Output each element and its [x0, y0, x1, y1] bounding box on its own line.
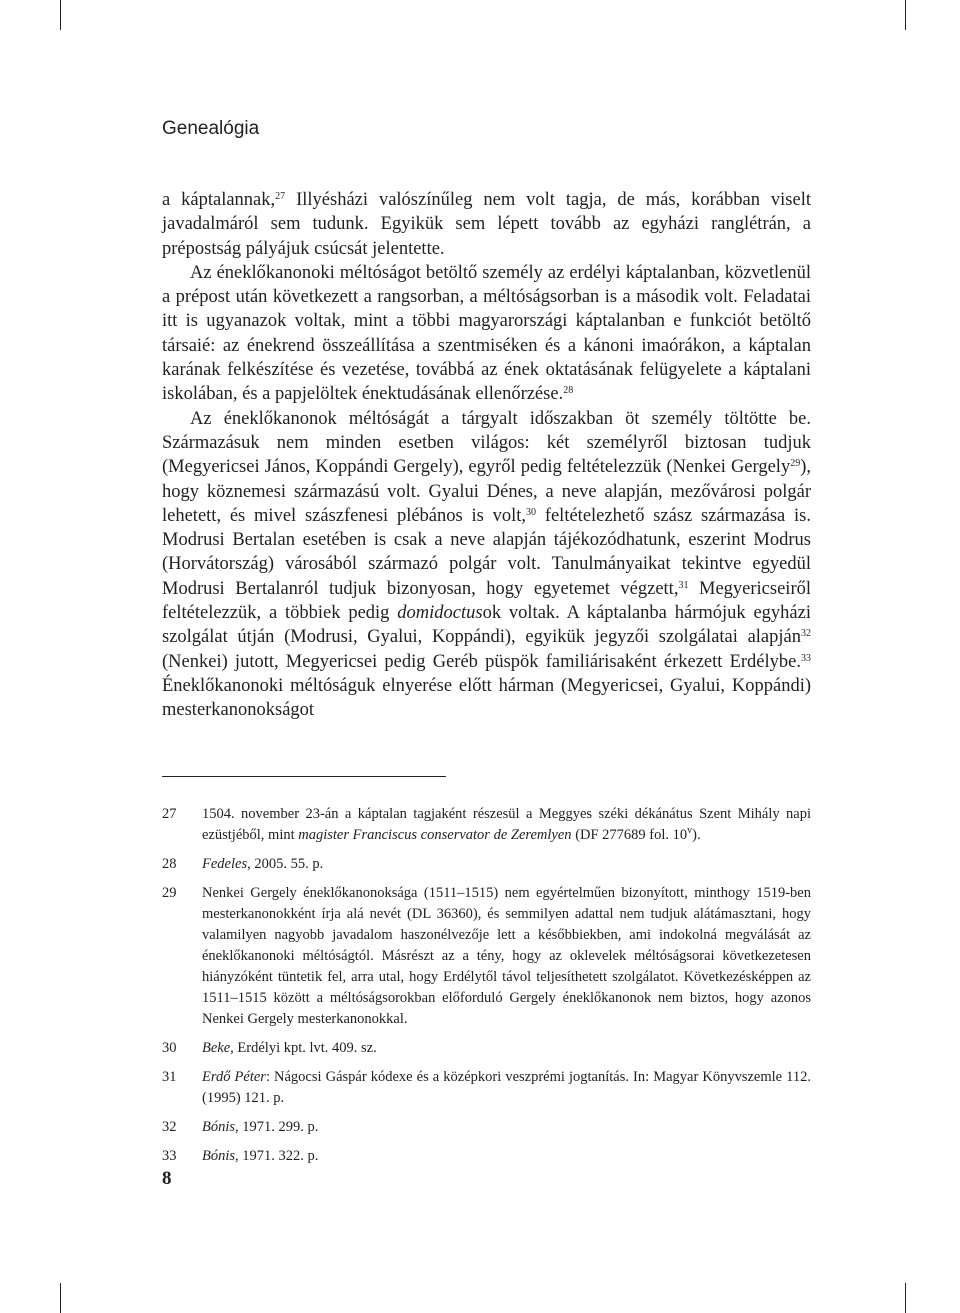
- italic-term: Bónis: [202, 1148, 236, 1164]
- footnote-ref-27[interactable]: 27: [275, 191, 286, 202]
- text-run: Az éneklőkanonoki méltóságot betöltő személy az erdélyi káptalanban, közvetlenül a prépost után következett a rangsorban, a méltóságsorban is a második volt. Feladatai itt is ugyanazok voltak, mint a többi magyarországi káptalanban e funkciót betöltő társaié: az énekrend összeállítása a szentmiséken és a kánoni imaórákon, a káptalan karának felkészítése és vezetése, továbbá az ének oktatásának felügyelete a káptalani iskolában, és a papjelöltek énektudásának ellenőrzése.: [162, 262, 811, 405]
- text-run: Megyericseiről feltételezzük, a többiek pedig: [162, 578, 811, 624]
- text-run: 1504. november 23-án a káptalan tagjaként részesül a Meggyes széki dékánátus Szent Mihály napi ezüstjéből, mint: [202, 806, 811, 843]
- paragraph-1: [162, 188, 811, 261]
- footnote-29: [162, 883, 811, 1030]
- footnote-number: 29: [162, 885, 177, 901]
- footnote-ref-29[interactable]: 29: [790, 458, 801, 470]
- footnote-divider: [162, 776, 446, 777]
- text-run: Az éneklőkanonok méltóságát a tárgyalt időszakban öt személy töltötte be. Származásuk nem minden esetben világos: két személyről biztosan tudjuk (Megyericsei János, Koppándi Gergely), egyről pedig feltételezzük (Nenkei Gergely: [162, 408, 811, 478]
- page-number: 8: [162, 1168, 172, 1189]
- footnote-number: 30: [162, 1040, 177, 1056]
- body-text: [162, 188, 811, 723]
- footnote-32: [162, 1117, 811, 1138]
- italic-term: Bónis: [202, 1119, 236, 1135]
- footnote-text: [202, 1067, 811, 1109]
- footnote-27: [162, 804, 811, 846]
- paragraph-3: [162, 407, 811, 723]
- footnote-text: [202, 854, 811, 875]
- footnote-ref-30[interactable]: 30: [526, 506, 537, 518]
- footnote-number: 31: [162, 1069, 177, 1085]
- italic-term: Fedeles: [202, 856, 248, 872]
- text-run: a káptalannak,: [162, 190, 276, 210]
- footnote-number: 32: [162, 1119, 177, 1135]
- footnote-number: 28: [162, 856, 177, 872]
- paragraph-2: [162, 261, 811, 407]
- footnote-text: [202, 1146, 811, 1167]
- italic-term: Erdő Péter: [202, 1069, 266, 1085]
- crop-mark-top-right: [905, 0, 906, 30]
- text-run: Éneklőkanonoki méltóságuk elnyerése előtt hárman (Megyericsei, Gyalui, Koppándi) mesterkanonokságot: [162, 675, 811, 721]
- footnote-30: [162, 1038, 811, 1059]
- footnote-text: [202, 1117, 811, 1138]
- footnote-text: [202, 1038, 811, 1059]
- footnote-28: [162, 854, 811, 875]
- footnote-31: [162, 1067, 811, 1109]
- text-run: , 1971. 299. p.: [235, 1119, 319, 1135]
- footnote-ref-28[interactable]: 28: [563, 385, 574, 397]
- italic-term: Beke,: [202, 1040, 234, 1056]
- text-run: , 1971. 322. p.: [235, 1148, 319, 1164]
- crop-mark-top-left: [60, 0, 61, 30]
- crop-mark-bottom-right: [905, 1283, 906, 1313]
- footnotes: [162, 804, 811, 1175]
- text-run: , 2005. 55. p.: [247, 856, 324, 872]
- text-run: ), hogy köznemesi származású volt. Gyalui Dénes, a neve alapján, mezővárosi polgár lehetett, és mivel szászfenesi plébános is volt,: [162, 457, 811, 526]
- text-run: Illyésházi valószínűleg nem volt tagja, de más, korábban viselt javadalmáról sem tudunk. Egyikük sem lépett tovább az egyházi ranglétrán, a prépostság pályájuk csúcsát jelentette.: [162, 190, 811, 259]
- footnote-ref-31[interactable]: 31: [678, 579, 689, 591]
- footnote-text: Nenkei Gergely éneklőkanonoksága (1511–1515) nem egyértelműen bizonyított, minthogy 1519-ben mesterkanonokként írja alá nevét (DL 36360), és semmilyen adattal nem tudjuk alátámasztani, hogy valamilyen nagyobb javadalom haszonélvezője lett a későbbiekben, ami indokolná megválását az éneklőkanonoki méltóságtól. Másrészt az a tény, hogy az oklevelek méltóságsorai következetesen hiányzóként tüntetik fel, arra utal, hogy Erdélytől távol teljesíthetett szolgálatot. Következésképpen az 1511–1515 között a méltóságsorokban előforduló Gergely éneklőkanonok nem biztos, hogy azonos Nenkei Gergely mesterkanonokkal.: [202, 885, 811, 1027]
- text-run: feltételezhető szász származása is. Modrusi Bertalan esetében is csak a neve alapján tájékozódhatunk, eszerint Modrus (Horvátország) városából származó polgár volt. Tanulmányaikat tekintve egyedül Modrusi Bertalanról tudjuk bizonyosan, hogy egyetemet végzett,: [162, 505, 812, 599]
- footnote-ref-33[interactable]: 33: [801, 652, 811, 664]
- text-run: ).: [692, 827, 701, 843]
- footnote-text: [202, 804, 811, 846]
- footnote-ref-32[interactable]: 32: [801, 628, 811, 640]
- superscript: v: [687, 825, 693, 836]
- text-run: Erdélyi kpt. lvt. 409. sz.: [233, 1040, 377, 1056]
- text-run: (DF 277689 fol. 10: [571, 827, 688, 843]
- text-run: (Nenkei) jutott, Megyericsei pedig Geréb püspök familiárisaként érkezett Erdélybe.: [162, 651, 801, 672]
- italic-term: magister Franciscus conservator de Zeremlyen: [298, 827, 572, 843]
- text-run: ok voltak. A káptalanba hármójuk egyházi szolgálat útján (Modrusi, Gyalui, Koppándi), egyikük jegyzői szolgálatai alapján: [162, 603, 811, 648]
- footnote-33: [162, 1146, 811, 1167]
- footnote-number: 27: [162, 806, 177, 822]
- text-run: : Nágocsi Gáspár kódexe és a középkori veszprémi jogtanítás. In: Magyar Könyvszemle 112. (1995) 121. p.: [202, 1069, 812, 1106]
- crop-mark-bottom-left: [60, 1283, 61, 1313]
- italic-term: domidoctus: [397, 603, 483, 624]
- footnote-number: 33: [162, 1148, 177, 1164]
- running-head: Genealógia: [162, 118, 260, 139]
